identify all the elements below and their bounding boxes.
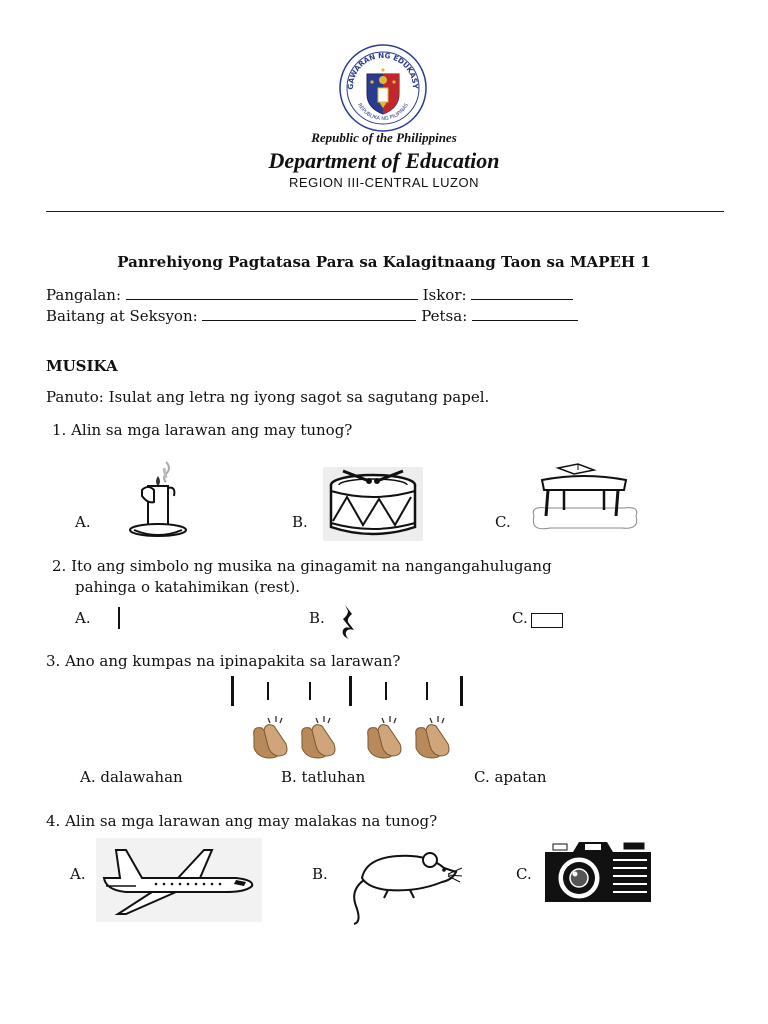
deped-seal bbox=[335, 37, 427, 132]
name-score-row bbox=[46, 286, 573, 304]
empty-box-icon bbox=[531, 613, 563, 628]
q1-option-a[interactable]: A. bbox=[75, 513, 91, 531]
instructions: Panuto: Isulat ang letra ng iyong sagot sa sagutang papel. bbox=[46, 388, 490, 406]
date-label: Petsa: bbox=[421, 307, 468, 325]
name-label: Pangalan: bbox=[46, 286, 122, 304]
clapping-hands-icon bbox=[248, 714, 458, 760]
q2-option-a[interactable]: A. bbox=[75, 609, 91, 627]
q2-option-c[interactable]: C. bbox=[512, 609, 528, 627]
question-2-text-line1: 2. Ito ang simbolo ng musika na ginagamit na nangangahulugang bbox=[52, 557, 552, 575]
mouse-icon bbox=[348, 842, 464, 926]
candle-icon bbox=[128, 458, 188, 538]
camera-icon bbox=[543, 838, 655, 904]
q4-option-b[interactable]: B. bbox=[312, 865, 328, 883]
name-blank[interactable] bbox=[126, 287, 418, 300]
question-3-text: 3. Ano ang kumpas na ipinapakita sa larawan? bbox=[46, 652, 401, 670]
test-title: Panrehiyong Pagtatasa Para sa Kalagitnaang Taon sa MAPEH 1 bbox=[117, 253, 651, 271]
question-1-text: 1. Alin sa mga larawan ang may tunog? bbox=[52, 421, 353, 439]
q1-option-b[interactable]: B. bbox=[292, 513, 308, 531]
header-divider bbox=[46, 211, 724, 212]
q3-option-c[interactable]: C. apatan bbox=[474, 768, 547, 786]
seal-bottom-text: REPUBLIKA NG PILIPINAS bbox=[356, 102, 410, 123]
bar-line-icon bbox=[116, 607, 122, 629]
drum-icon bbox=[323, 467, 423, 541]
q4-option-a[interactable]: A. bbox=[70, 865, 86, 883]
q2-option-b[interactable]: B. bbox=[309, 609, 325, 627]
date-blank[interactable] bbox=[472, 308, 578, 321]
airplane-icon bbox=[96, 838, 262, 922]
department-text: Department of Education bbox=[268, 148, 500, 173]
measure-bars-icon bbox=[228, 676, 468, 708]
table-icon bbox=[530, 462, 640, 540]
quarter-rest-icon bbox=[339, 603, 359, 641]
section-heading: MUSIKA bbox=[46, 357, 118, 375]
q4-option-c[interactable]: C. bbox=[516, 865, 532, 883]
q1-option-c[interactable]: C. bbox=[495, 513, 511, 531]
region-text: REGION III-CENTRAL LUZON bbox=[289, 175, 479, 190]
seal-top-text: KAGAWARAN NG EDUKASYON bbox=[335, 37, 421, 90]
clap-icon bbox=[254, 716, 287, 758]
republic-text: Republic of the Philippines bbox=[311, 130, 457, 145]
grade-label: Baitang at Seksyon: bbox=[46, 307, 198, 325]
q3-option-b[interactable]: B. tatluhan bbox=[281, 768, 366, 786]
question-4-text: 4. Alin sa mga larawan ang may malakas na tunog? bbox=[46, 812, 438, 830]
q3-option-a[interactable]: A. dalawahan bbox=[80, 768, 183, 786]
score-blank[interactable] bbox=[471, 287, 573, 300]
grade-date-row bbox=[46, 307, 578, 325]
question-2-text-line2: pahinga o katahimikan (rest). bbox=[75, 578, 300, 596]
score-label: Iskor: bbox=[422, 286, 467, 304]
grade-blank[interactable] bbox=[202, 308, 416, 321]
